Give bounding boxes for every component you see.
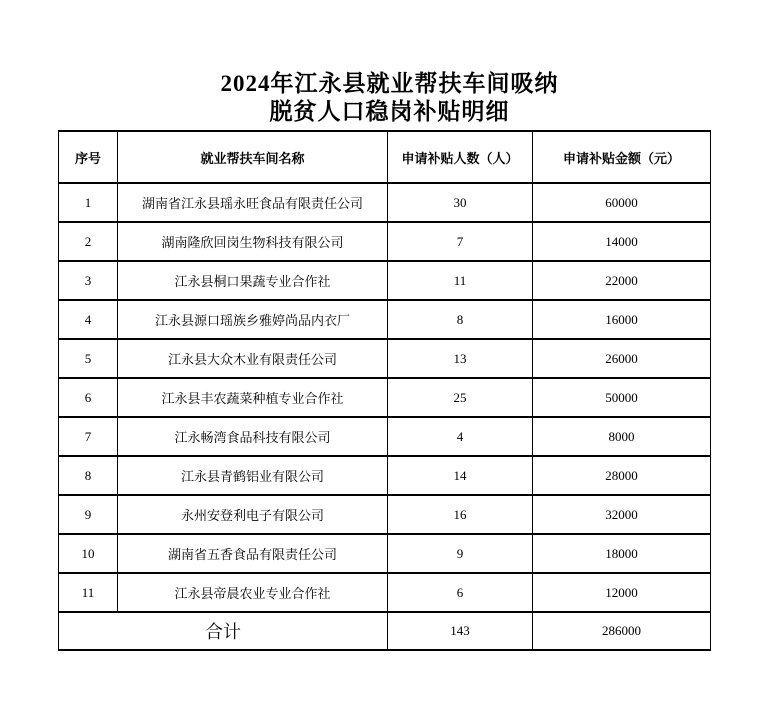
- table-row: [59, 222, 711, 261]
- amount-cell: 32000: [533, 495, 711, 534]
- people-count-cell: 16: [388, 495, 533, 534]
- workshop-name-cell: 湖南省五香食品有限责任公司: [118, 534, 388, 573]
- column-header-people: 申请补贴人数（人）: [388, 131, 533, 183]
- workshop-name-cell: 湖南省江永县瑶永旺食品有限责任公司: [118, 183, 388, 222]
- row-number-cell: 3: [59, 261, 118, 300]
- workshop-name-cell: 江永县帝晨农业专业合作社: [118, 573, 388, 612]
- total-label-cell: 合计: [59, 612, 388, 650]
- column-header-no: 序号: [59, 131, 118, 183]
- workshop-name-cell: 江永畅湾食品科技有限公司: [118, 417, 388, 456]
- amount-cell: 16000: [533, 300, 711, 339]
- table-row: [59, 534, 711, 573]
- page-title-line2: 脱贫人口稳岗补贴明细: [269, 99, 510, 124]
- amount-cell: 50000: [533, 378, 711, 417]
- workshop-name-cell: 湖南隆欣回岗生物科技有限公司: [118, 222, 388, 261]
- amount-cell: 60000: [533, 183, 711, 222]
- workshop-name-cell: 江永县青鹤铝业有限公司: [118, 456, 388, 495]
- table-row: [59, 339, 711, 378]
- people-count-cell: 4: [388, 417, 533, 456]
- amount-cell: 26000: [533, 339, 711, 378]
- table-row: [59, 495, 711, 534]
- row-number-cell: 6: [59, 378, 118, 417]
- row-number-cell: 9: [59, 495, 118, 534]
- table-header-row: [59, 131, 711, 183]
- table-row: [59, 261, 711, 300]
- people-count-cell: 30: [388, 183, 533, 222]
- people-count-cell: 14: [388, 456, 533, 495]
- amount-cell: 22000: [533, 261, 711, 300]
- people-count-cell: 7: [388, 222, 533, 261]
- table-row: [59, 456, 711, 495]
- total-people-cell: 143: [388, 612, 533, 650]
- table-row: [59, 417, 711, 456]
- page-title-line1: 2024年江永县就业帮扶车间吸纳: [220, 71, 559, 96]
- row-number-cell: 7: [59, 417, 118, 456]
- row-number-cell: 8: [59, 456, 118, 495]
- people-count-cell: 8: [388, 300, 533, 339]
- column-header-name: 就业帮扶车间名称: [118, 131, 388, 183]
- row-number-cell: 4: [59, 300, 118, 339]
- people-count-cell: 9: [388, 534, 533, 573]
- workshop-name-cell: 江永县源口瑶族乡雅婷尚品内衣厂: [118, 300, 388, 339]
- people-count-cell: 6: [388, 573, 533, 612]
- row-number-cell: 5: [59, 339, 118, 378]
- row-number-cell: 1: [59, 183, 118, 222]
- amount-cell: 8000: [533, 417, 711, 456]
- people-count-cell: 11: [388, 261, 533, 300]
- total-amount-cell: 286000: [533, 612, 711, 650]
- amount-cell: 12000: [533, 573, 711, 612]
- workshop-name-cell: 江永县大众木业有限责任公司: [118, 339, 388, 378]
- row-number-cell: 2: [59, 222, 118, 261]
- workshop-name-cell: 永州安登利电子有限公司: [118, 495, 388, 534]
- table-row: [59, 378, 711, 417]
- page-title: [0, 70, 779, 126]
- amount-cell: 28000: [533, 456, 711, 495]
- people-count-cell: 13: [388, 339, 533, 378]
- workshop-name-cell: 江永县桐口果蔬专业合作社: [118, 261, 388, 300]
- amount-cell: 18000: [533, 534, 711, 573]
- table-total-row: [59, 612, 711, 650]
- column-header-amount: 申请补贴金额（元）: [533, 131, 711, 183]
- row-number-cell: 11: [59, 573, 118, 612]
- row-number-cell: 10: [59, 534, 118, 573]
- table-row: [59, 183, 711, 222]
- workshop-name-cell: 江永县丰农蔬菜种植专业合作社: [118, 378, 388, 417]
- people-count-cell: 25: [388, 378, 533, 417]
- table-row: [59, 573, 711, 612]
- subsidy-table: [58, 130, 711, 651]
- amount-cell: 14000: [533, 222, 711, 261]
- table-row: [59, 300, 711, 339]
